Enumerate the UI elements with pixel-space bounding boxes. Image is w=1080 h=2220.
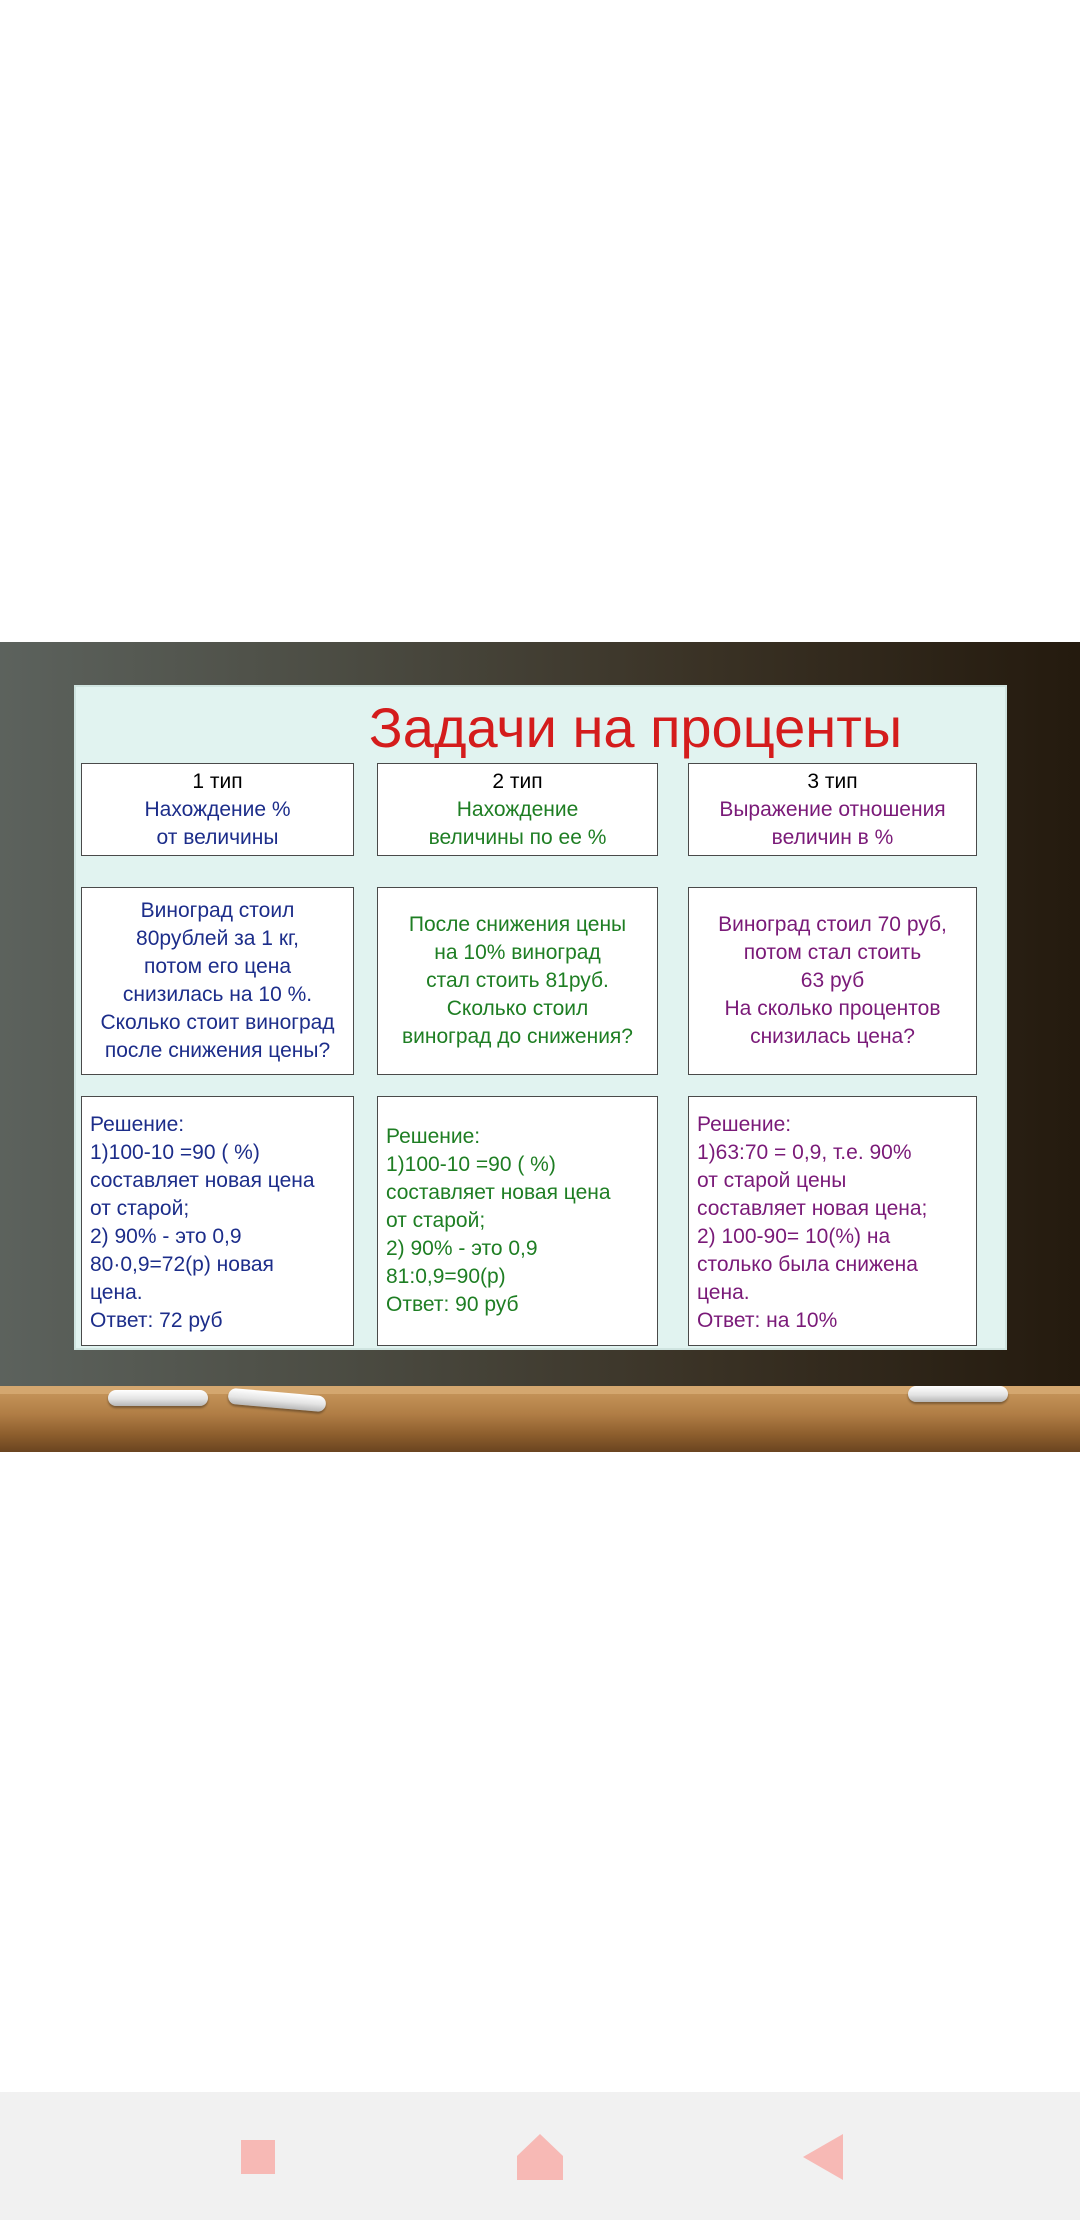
back-button[interactable] bbox=[789, 2122, 859, 2192]
problem-line: На сколько процентов bbox=[724, 997, 941, 1020]
column-3-problem bbox=[688, 887, 977, 1075]
solution-line: 80·0,9=72(р) новая bbox=[90, 1253, 274, 1276]
solution-line: Ответ: 90 руб bbox=[386, 1293, 519, 1316]
problem-line: потом стал стоить bbox=[743, 941, 922, 964]
problem-line: Сколько стоил bbox=[446, 997, 589, 1020]
problem-line: 63 руб bbox=[800, 969, 865, 992]
solution-line: 2) 90% - это 0,9 bbox=[90, 1225, 242, 1248]
problem-line: снизилась на 10 %. bbox=[122, 983, 313, 1006]
header-line: Нахождение bbox=[456, 797, 579, 821]
header-line: 3 тип bbox=[807, 769, 858, 793]
column-2-header bbox=[377, 763, 658, 856]
solution-line: 1)63:70 = 0,9, т.е. 90% bbox=[697, 1141, 912, 1164]
recent-apps-button[interactable] bbox=[223, 2122, 293, 2192]
home-icon bbox=[505, 2122, 575, 2192]
solution-line: 1)100-10 =90 ( %) bbox=[386, 1153, 556, 1176]
header-line: Нахождение % bbox=[144, 797, 291, 821]
solution-line: Решение: bbox=[386, 1125, 481, 1148]
chalk-piece bbox=[108, 1390, 208, 1406]
solution-line: 81:0,9=90(р) bbox=[386, 1265, 506, 1288]
problem-line: после снижения цены? bbox=[104, 1039, 331, 1062]
solution-line: 1)100-10 =90 ( %) bbox=[90, 1141, 260, 1164]
solution-line: от старой; bbox=[386, 1209, 486, 1232]
solution-line: составляет новая цена bbox=[386, 1181, 611, 1204]
square-icon bbox=[223, 2122, 293, 2192]
problem-line: 80рублей за 1 кг, bbox=[136, 927, 299, 950]
solution-line: составляет новая цена; bbox=[697, 1197, 928, 1220]
problem-line: виноград до снижения? bbox=[402, 1025, 633, 1048]
solution-line: столько была снижена bbox=[697, 1253, 918, 1276]
problem-line: Виноград стоил bbox=[140, 899, 295, 922]
solution-line: Решение: bbox=[90, 1113, 185, 1136]
header-line: 1 тип bbox=[192, 769, 243, 793]
problem-line: потом его цена bbox=[143, 955, 292, 978]
column-2-problem bbox=[377, 887, 658, 1075]
header-line: 2 тип bbox=[492, 769, 543, 793]
header-line: величины по ее % bbox=[428, 825, 607, 849]
solution-line: Ответ: 72 руб bbox=[90, 1309, 223, 1332]
column-1-header bbox=[81, 763, 354, 856]
solution-line: 2) 90% - это 0,9 bbox=[386, 1237, 538, 1260]
problem-line: на 10% виноград bbox=[434, 941, 601, 964]
solution-line: 2) 100-90= 10(%) на bbox=[697, 1225, 891, 1248]
solution-line: составляет новая цена bbox=[90, 1169, 315, 1192]
whiteboard bbox=[74, 685, 1007, 1350]
solution-line: от старой; bbox=[90, 1197, 190, 1220]
solution-line: цена. bbox=[697, 1281, 750, 1304]
problem-line: Виноград стоил 70 руб, bbox=[718, 913, 947, 936]
problem-line: Сколько стоит виноград bbox=[100, 1011, 335, 1034]
back-triangle-icon bbox=[789, 2122, 859, 2192]
solution-line: цена. bbox=[90, 1281, 143, 1304]
column-3-solution bbox=[688, 1096, 977, 1346]
column-2-solution bbox=[377, 1096, 658, 1346]
header-line: Выражение отношения bbox=[719, 797, 946, 821]
problem-line: снизилась цена? bbox=[750, 1025, 915, 1048]
problem-line: После снижения цены bbox=[408, 913, 627, 936]
column-3-header bbox=[688, 763, 977, 856]
problem-line: стал стоить 81руб. bbox=[426, 969, 609, 992]
solution-line: от старой цены bbox=[697, 1169, 847, 1192]
column-1-problem bbox=[81, 887, 354, 1075]
navigation-bar bbox=[0, 2092, 1080, 2220]
column-1-solution bbox=[81, 1096, 354, 1346]
solution-line: Ответ: на 10% bbox=[697, 1309, 838, 1332]
header-line: от величины bbox=[156, 825, 279, 849]
solution-line: Решение: bbox=[697, 1113, 792, 1136]
header-line: величин в % bbox=[771, 825, 894, 849]
slide-image bbox=[0, 642, 1080, 1452]
home-button[interactable] bbox=[505, 2122, 575, 2192]
chalk-piece bbox=[908, 1386, 1008, 1402]
slide-title: Задачи на проценты bbox=[368, 696, 903, 759]
